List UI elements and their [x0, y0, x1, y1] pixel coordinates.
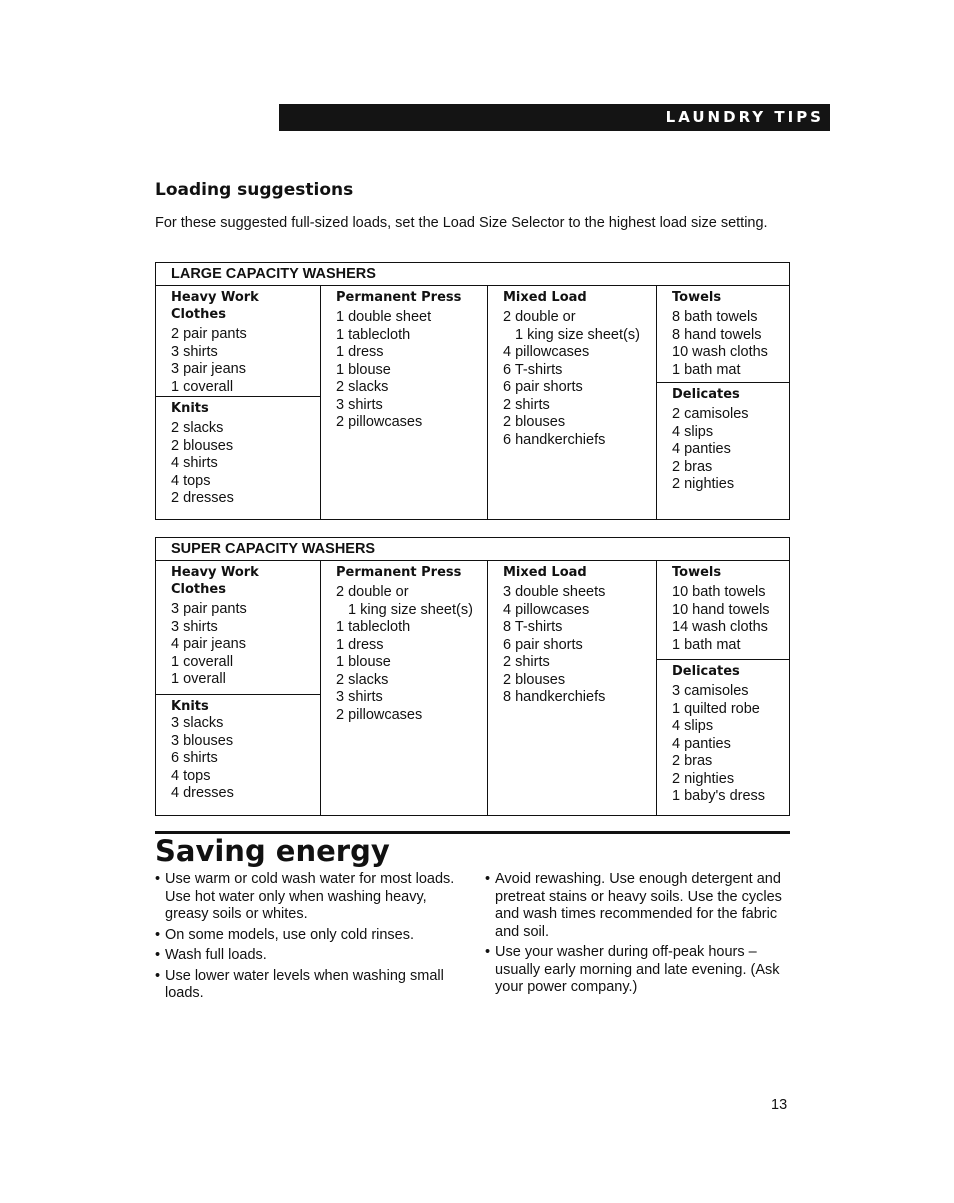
list-item: 3 shirts: [336, 689, 383, 705]
list-item: 2 nighties: [672, 476, 735, 492]
list-item: • Avoid rewashing. Use enough detergent and pretreat stains or heavy soils. Use the cycles and wash times recommended for the fabric and soil.: [485, 871, 782, 940]
super-mixed-heading: Mixed Load: [503, 565, 587, 580]
list-item: 3 shirts: [171, 343, 218, 360]
list-item: 2 pillowcases: [336, 706, 423, 723]
list-item: 4 tops: [171, 767, 211, 784]
large-mixed-list: [503, 309, 656, 449]
list-item: 2 dresses: [171, 490, 234, 506]
super-heavy-list: [171, 601, 320, 689]
page-number: 13: [771, 1097, 788, 1113]
large-delicates-heading: Delicates: [672, 387, 740, 402]
large-knits-list: [171, 420, 320, 508]
list-item: 8 handkerchiefs: [503, 689, 606, 705]
large-permanent-heading: Permanent Press: [336, 290, 462, 305]
large-knits-heading: Knits: [171, 401, 209, 416]
list-item: 2 bras: [672, 458, 713, 475]
super-capacity-title: SUPER CAPACITY WASHERS: [156, 538, 789, 561]
list-item: 2 slacks: [336, 379, 389, 395]
super-permanent-heading: Permanent Press: [336, 565, 462, 580]
list-item: 2 pair pants: [171, 326, 247, 342]
large-knits-group: [156, 396, 320, 508]
list-item: 6 handkerchiefs: [503, 431, 606, 448]
super-heavy-heading-line1: Heavy Work: [171, 565, 259, 580]
super-towels-heading: Towels: [672, 565, 722, 580]
list-item: 3 blouses: [171, 732, 234, 749]
list-item: 3 pair pants: [171, 601, 247, 617]
list-item: 4 panties: [672, 735, 731, 752]
list-item: 4 pair jeans: [171, 636, 246, 652]
super-mixed-list: [503, 584, 656, 707]
loading-intro-text: For these suggested full-sized loads, set the Load Size Selector to the highest load size setting.: [155, 215, 768, 231]
list-item: 3 pair jeans: [171, 361, 246, 377]
saving-tips-left: [155, 871, 455, 1006]
saving-tips-right: [485, 871, 790, 1000]
list-item: 1 king size sheet(s): [348, 601, 473, 618]
list-item: 4 pillowcases: [503, 601, 590, 618]
bullet-icon: •: [155, 947, 161, 963]
list-item: 1 tablecloth: [336, 619, 411, 635]
list-item: 10 bath towels: [672, 584, 766, 600]
super-knits-heading: Knits: [171, 699, 209, 714]
list-item: • Use warm or cold wash water for most loads. Use hot water only when washing heavy, greasy soils or whites.: [155, 871, 455, 922]
super-knits-list: [171, 715, 320, 803]
list-item: 3 camisoles: [672, 683, 749, 699]
list-item: 10 hand towels: [672, 601, 770, 618]
super-col-heavy-knits: [156, 561, 321, 815]
list-item: 1 dress: [336, 344, 384, 360]
list-item: 4 slips: [672, 423, 714, 440]
list-item: 1 blouse: [336, 361, 391, 378]
list-item: 4 tops: [171, 472, 211, 489]
list-item: 2 blouses: [171, 437, 234, 454]
list-item: 3 shirts: [336, 396, 383, 413]
large-col-permanent-press: [321, 286, 488, 519]
list-item: 4 slips: [672, 718, 714, 734]
large-heavy-list: [171, 326, 320, 396]
super-heavy-work-group: [156, 561, 320, 694]
super-delicates-heading: Delicates: [672, 664, 740, 679]
bullet-icon: •: [485, 871, 491, 887]
large-capacity-table: [155, 262, 790, 520]
list-item: 14 wash cloths: [672, 619, 768, 635]
list-item: 1 double sheet: [336, 309, 432, 325]
list-item: • Use lower water levels when washing small loads.: [155, 967, 444, 1001]
large-towels-group: [657, 286, 789, 382]
list-item: 1 coverall: [171, 653, 234, 670]
large-mixed-heading: Mixed Load: [503, 290, 587, 305]
large-col-towels-delicates: [657, 286, 789, 519]
list-item: 6 T-shirts: [503, 361, 563, 378]
list-item: 2 slacks: [171, 420, 224, 436]
list-item: 2 camisoles: [672, 406, 749, 422]
super-col-mixed-load: [488, 561, 657, 815]
list-item: 3 shirts: [171, 618, 218, 635]
list-item: 2 pillowcases: [336, 414, 423, 430]
super-knits-group: [156, 694, 320, 803]
large-delicates-group: [657, 382, 789, 494]
list-item: 8 bath towels: [672, 309, 758, 325]
large-heavy-heading-line1: Heavy Work: [171, 290, 259, 305]
list-item: 2 blouses: [503, 414, 566, 430]
large-delicates-list: [672, 406, 789, 494]
super-towels-group: [657, 561, 789, 659]
list-item: 4 panties: [672, 441, 731, 457]
super-capacity-table: [155, 537, 790, 816]
list-item: 6 pair shorts: [503, 379, 583, 395]
bullet-icon: •: [155, 926, 161, 943]
list-item: 1 coverall: [171, 378, 234, 395]
super-permanent-list: [336, 584, 487, 724]
list-item: 2 double or: [503, 309, 576, 325]
large-heavy-work-group: [156, 286, 320, 396]
list-item: • On some models, use only cold rinses.: [155, 926, 415, 943]
list-item: 2 nighties: [672, 770, 735, 787]
list-item: 4 shirts: [171, 455, 218, 471]
large-capacity-title: LARGE CAPACITY WASHERS: [156, 263, 789, 286]
list-item: 8 hand towels: [672, 326, 762, 343]
list-item: 2 double or: [336, 584, 409, 600]
super-col-permanent-press: [321, 561, 488, 815]
list-item: 6 shirts: [171, 750, 218, 766]
list-item: 2 blouses: [503, 671, 566, 688]
list-item: 1 quilted robe: [672, 700, 760, 717]
large-col-mixed-load: [488, 286, 657, 519]
super-towels-list: [672, 584, 789, 654]
saving-energy-heading: Saving energy: [155, 834, 390, 868]
list-item: 3 slacks: [171, 715, 224, 731]
super-delicates-group: [657, 659, 789, 806]
large-heavy-heading-line2: Clothes: [171, 307, 226, 322]
list-item: 1 king size sheet(s): [515, 326, 640, 343]
large-col-heavy-knits: [156, 286, 321, 519]
list-item: 2 bras: [672, 753, 713, 769]
large-permanent-list: [336, 309, 487, 432]
large-towels-list: [672, 309, 789, 379]
list-item: 2 shirts: [503, 396, 550, 413]
list-item: 1 baby's dress: [672, 788, 766, 804]
list-item: 6 pair shorts: [503, 636, 583, 653]
list-item: 10 wash cloths: [672, 344, 768, 360]
bullet-icon: •: [485, 944, 491, 960]
list-item: 2 slacks: [336, 671, 389, 688]
list-item: 1 bath mat: [672, 636, 741, 653]
list-item: 3 double sheets: [503, 584, 606, 600]
super-heavy-heading-line2: Clothes: [171, 582, 226, 597]
super-col-towels-delicates: [657, 561, 789, 815]
section-banner: LAUNDRY TIPS: [279, 104, 830, 131]
list-item: • Use your washer during off-peak hours – usually early morning and late evening. (Ask your power company.): [485, 944, 780, 995]
list-item: 8 T-shirts: [503, 619, 563, 635]
bullet-icon: •: [155, 871, 161, 887]
list-item: 1 tablecloth: [336, 326, 411, 343]
list-item: 2 shirts: [503, 654, 550, 670]
list-item: 4 dresses: [171, 785, 234, 801]
list-item: 1 dress: [336, 636, 384, 653]
super-delicates-list: [672, 683, 789, 806]
list-item: 1 overall: [171, 671, 226, 687]
list-item: 4 pillowcases: [503, 344, 590, 360]
loading-suggestions-heading: Loading suggestions: [155, 180, 354, 200]
list-item: 1 blouse: [336, 654, 391, 670]
bullet-icon: •: [155, 967, 161, 984]
list-item: • Wash full loads.: [155, 947, 267, 963]
large-towels-heading: Towels: [672, 290, 722, 305]
list-item: 1 bath mat: [672, 361, 741, 378]
